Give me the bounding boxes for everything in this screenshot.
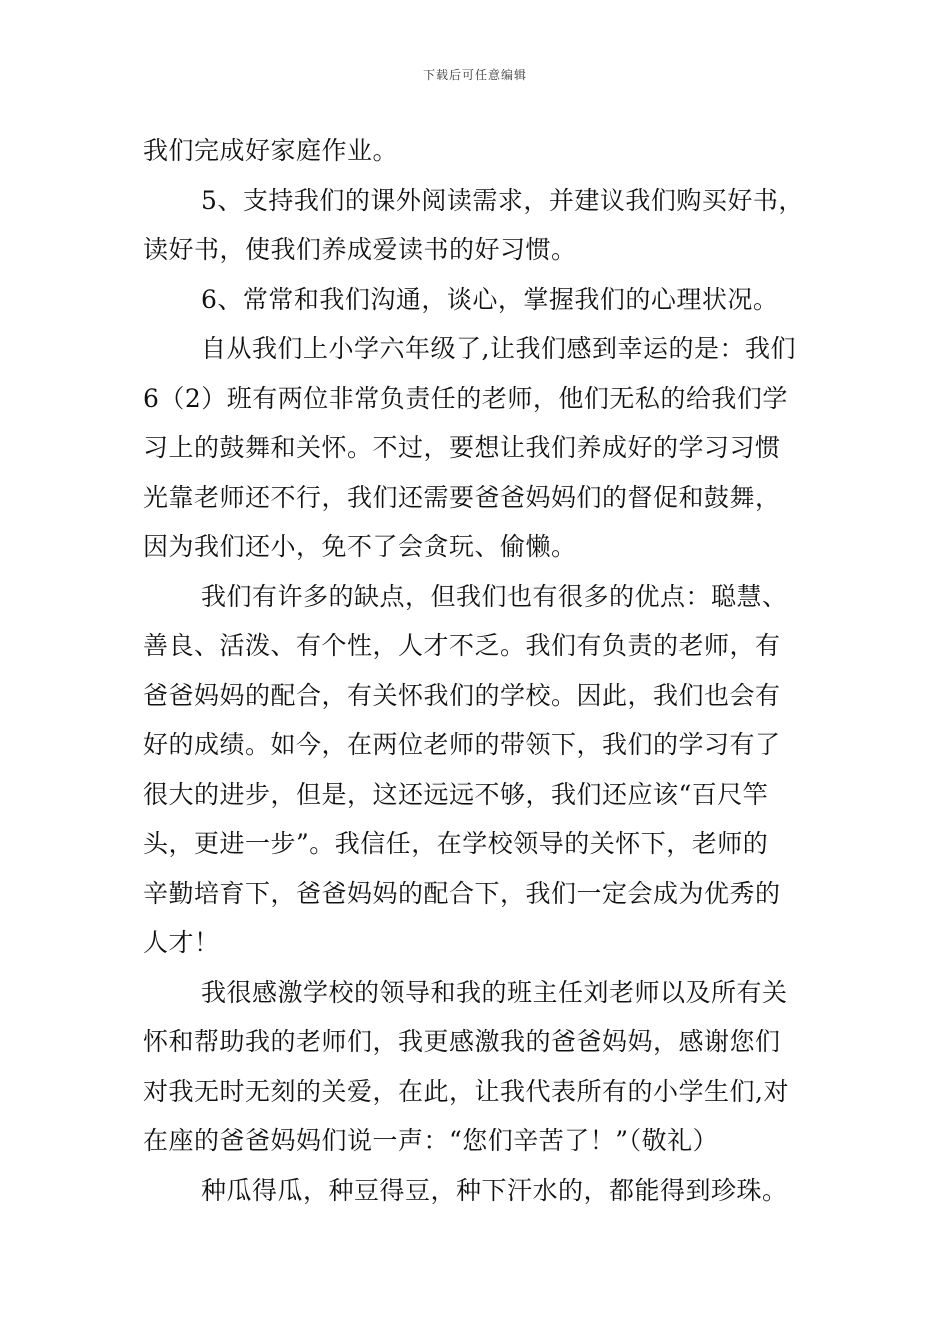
text-line: 辛勤培育下，爸爸妈妈的配合下，我们一定会成为优秀的: [143, 878, 781, 908]
text-line: 很大的进步，但是，这还远远不够，我们还应该“百尺竿: [143, 779, 769, 809]
text-line: 6（2）班有两位非常负责任的老师，他们无私的给我们学: [143, 383, 788, 413]
text-line: 爸爸妈妈的配合，有关怀我们的学校。因此，我们也会有: [143, 680, 781, 710]
text-line: 因为我们还小，免不了会贪玩、偷懒。: [143, 532, 577, 561]
document-body: [143, 126, 811, 1215]
text-line: 怀和帮助我的老师们，我更感激我的爸爸妈妈，感谢您们: [143, 1027, 781, 1056]
text-line: 善良、活泼、有个性，人才不乏。我们有负责的老师，有: [143, 631, 781, 660]
text-line: 我们有许多的缺点，但我们也有很多的优点：聪慧、: [201, 581, 788, 611]
text-line: 头，更进一步”。我信任，在学校领导的关怀下，老师的: [143, 829, 769, 858]
text-line: 在座的爸爸妈妈们说一声：“您们辛苦了！”（敬礼）: [143, 1126, 719, 1155]
text-line: 好的成绩。如今，在两位老师的带领下，我们的学习有了: [143, 730, 781, 759]
text-line: 我很感激学校的领导和我的班主任刘老师以及所有关: [201, 977, 788, 1007]
text-line: 习上的鼓舞和关怀。不过，要想让我们养成好的学习习惯: [143, 433, 781, 462]
text-line: 种瓜得瓜，种豆得豆，种下汗水的，都能得到珍珠。: [201, 1175, 788, 1205]
text-line: 人才！: [143, 928, 220, 957]
text-line: 自从我们上小学六年级了,让我们感到幸运的是：我们: [201, 334, 796, 363]
text-line: 6、常常和我们沟通，谈心，掌握我们的心理状况。: [201, 284, 779, 314]
text-line: 读好书，使我们养成爱读书的好习惯。: [143, 235, 577, 264]
page-header: 下载后可任意编辑: [422, 68, 527, 82]
text-line: 光靠老师还不行，我们还需要爸爸妈妈们的督促和鼓舞，: [143, 482, 781, 512]
text-line: 对我无时无刻的关爱，在此，让我代表所有的小学生们,对: [143, 1076, 789, 1106]
text-line: 我们完成好家庭作业。: [143, 136, 399, 165]
text-line: 5、支持我们的课外阅读需求，并建议我们购买好书，: [201, 185, 804, 215]
